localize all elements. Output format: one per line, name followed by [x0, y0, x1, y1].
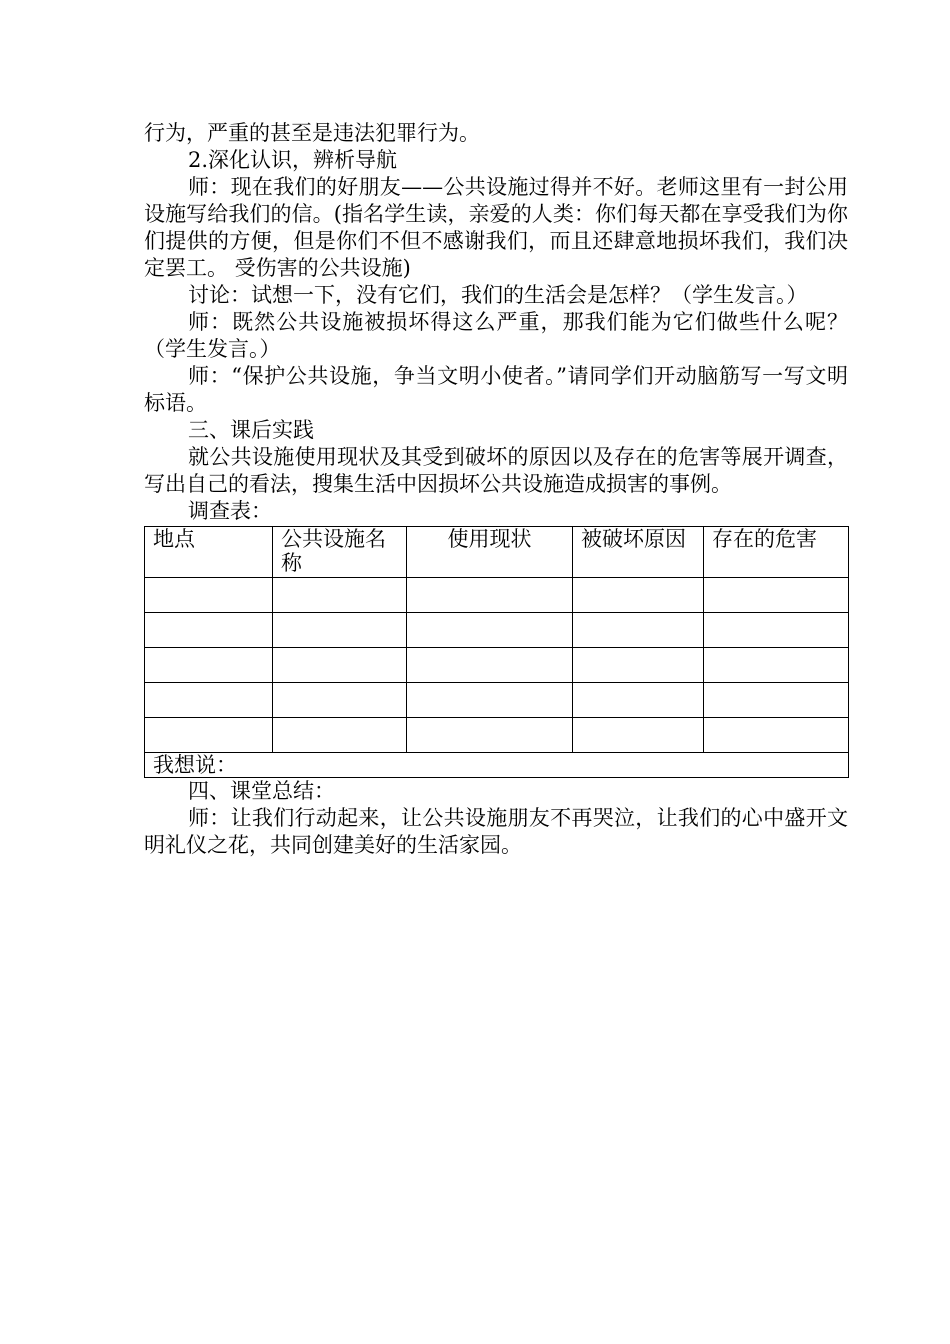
- table-cell[interactable]: [145, 578, 273, 613]
- paragraph-closing: 师：让我们行动起来，让公共设施朋友不再哭泣，让我们的心中盛开文明礼仪之花，共同创建美好的生活家园。: [144, 806, 848, 857]
- table-caption: 调查表：: [188, 499, 272, 523]
- table-cell[interactable]: [704, 613, 849, 648]
- table-row: [145, 648, 849, 683]
- table-cell[interactable]: [145, 613, 273, 648]
- table-cell[interactable]: [273, 683, 407, 718]
- table-footer-row: [145, 753, 849, 778]
- header-cell-facility-name: 公共设施名称: [273, 527, 407, 578]
- table-cell[interactable]: [704, 648, 849, 683]
- table-cell[interactable]: [704, 578, 849, 613]
- table-cell[interactable]: [407, 613, 573, 648]
- survey-table: [144, 526, 849, 778]
- table-cell[interactable]: [273, 648, 407, 683]
- section-heading-practice: 三、课后实践: [188, 418, 314, 442]
- table-cell[interactable]: [573, 578, 704, 613]
- table-cell[interactable]: [273, 613, 407, 648]
- paragraph-discussion: 讨论：试想一下，没有它们，我们的生活会是怎样？（学生发言。）: [188, 283, 808, 307]
- header-cell-damage-cause: 被破坏原因: [573, 527, 704, 578]
- table-cell[interactable]: [145, 648, 273, 683]
- table-cell[interactable]: [573, 718, 704, 753]
- table-cell[interactable]: [407, 578, 573, 613]
- table-row: [145, 718, 849, 753]
- table-header-row: [145, 527, 849, 578]
- paragraph-teacher-letter: 师：现在我们的好朋友——公共设施过得并不好。老师这里有一封公用设施写给我们的信。(指名学生读，亲爱的人类：你们每天都在享受我们为你们提供的方便，但是你们不但不感谢我们，而且还肆意地损坏我们，我们决定罢工。 受伤害的公共设施): [144, 175, 848, 280]
- table-cell[interactable]: [145, 718, 273, 753]
- table-cell[interactable]: [145, 683, 273, 718]
- paragraph-teacher-slogan: 师：“保护公共设施，争当文明小使者。”请同学们开动脑筋写一写文明标语。: [144, 364, 848, 415]
- header-cell-usage-status: 使用现状: [407, 527, 573, 578]
- table-cell[interactable]: [573, 648, 704, 683]
- table-row: [145, 683, 849, 718]
- paragraph-teacher-question: 师：既然公共设施被损坏得这么严重，那我们能为它们做些什么呢？（学生发言。）: [144, 310, 848, 361]
- table-cell[interactable]: [273, 578, 407, 613]
- table-cell[interactable]: [704, 718, 849, 753]
- table-cell[interactable]: [573, 613, 704, 648]
- footer-cell-my-thoughts[interactable]: 我想说：: [145, 753, 849, 778]
- header-cell-location: 地点: [145, 527, 273, 578]
- paragraph-continuation: 行为，严重的甚至是违法犯罪行为。: [144, 121, 480, 145]
- paragraph-practice-instructions: 就公共设施使用现状及其受到破坏的原因以及存在的危害等展开调查，写出自己的看法，搜集生活中因损坏公共设施造成损害的事例。: [144, 445, 848, 496]
- section-heading-deepen: 2.深化认识，辨析导航: [188, 148, 398, 172]
- table-cell[interactable]: [273, 718, 407, 753]
- document-page: [144, 120, 848, 859]
- table-cell[interactable]: [573, 683, 704, 718]
- header-cell-hazards: 存在的危害: [704, 527, 849, 578]
- table-row: [145, 613, 849, 648]
- table-cell[interactable]: [407, 718, 573, 753]
- section-heading-summary: 四、课堂总结：: [188, 779, 335, 803]
- table-cell[interactable]: [704, 683, 849, 718]
- table-cell[interactable]: [407, 683, 573, 718]
- table-row: [145, 578, 849, 613]
- table-cell[interactable]: [407, 648, 573, 683]
